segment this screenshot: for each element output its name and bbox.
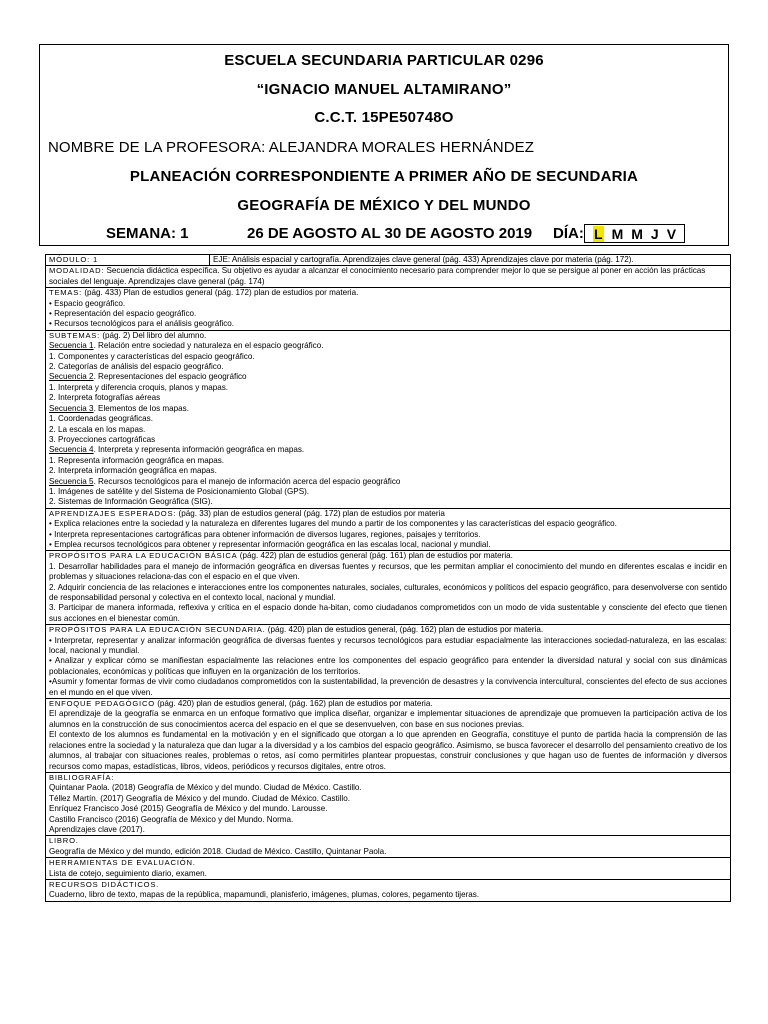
aprendizajes-intro: (pág. 33) plan de estudios general (pág. 172) plan de estudios por materia [176, 508, 445, 518]
secuencia-title: Secuencia 4 [49, 445, 94, 455]
list-item: 1. Interpreta y diferencia croquis, planos y mapas. [49, 382, 229, 392]
date-range: 26 DE AGOSTO AL 30 DE AGOSTO 2019 [247, 225, 533, 242]
temas-item: • Representación del espacio geográfico. [49, 309, 197, 319]
recursos-row [46, 880, 730, 901]
list-item: 2. Sistemas de Información Geográfica (SIG). [49, 497, 213, 507]
aprendizajes-label: APRENDIZAJES ESPERADOS: [49, 508, 177, 518]
list-item: Téllez Martín. (2017) Geografía de México y del mundo. Ciudad de México. Castillo. [49, 793, 350, 803]
secuencia-title: Secuencia 5 [49, 476, 94, 486]
secuencia-heading [49, 445, 727, 455]
secuencia-desc: . Recursos tecnológicos para el manejo de información acerca del espacio geográfico [93, 476, 401, 486]
list-item: 2. Interpreta fotografías aéreas [49, 393, 161, 403]
herramientas-text: Lista de cotejo, seguimiento diario, examen. [49, 868, 207, 878]
list-item: 2. Interpreta información geográfica en mapas. [49, 466, 217, 476]
list-item: Quintanar Paola. (2018) Geografía de México y del mundo. Ciudad de México. Castillo. [49, 783, 362, 793]
modulo-row [46, 255, 730, 266]
paragraph: El contexto de los alumnos es fundamental en la motivación y en el significado que otorgan a lo que aprenden en Geografía, constituye el punto de partida hacia la comprensión de las relaciones entre la sociedad y la naturaleza que dan lugar a la diversidad y a los cambios del espacio geográfico. Asimismo, se busca favorecer el desarrollo del pensamiento creativo de los alumnos, al trabajar con situaciones reales, problemas o retos, así como permitirles plantear propuestas, construir conclusiones y que hagan uso de fuentes de información y diversos recursos como mapas, estadísticas, libros, videos, periódicos y recursos digitales, entre otros. [49, 730, 727, 771]
list-item: • Interpretar, representar y analizar información geográfica de diversas fuentes y recursos tecnológicos para estudiar espacialmente las interacciones sociedad-naturaleza, en las escalas: local, nacional y mundial. [49, 635, 727, 656]
bibliografia-row [46, 773, 730, 836]
week-label: SEMANA: 1 [106, 225, 189, 242]
subtemas-label: SUBTEMAS: [49, 330, 101, 340]
list-item: • Explica relaciones entre la sociedad y la naturaleza en diferentes lugares del mundo a partir de los componentes y las características del espacio geográfico. [49, 519, 617, 529]
list-item: Aprendizajes clave (2017). [49, 824, 145, 834]
libro-text: Geografía de México y del mundo, edición 2018. Ciudad de México. Castillo, Quintanar Paola. [49, 846, 387, 856]
secuencia-desc: . Elementos de los mapas. [93, 403, 189, 413]
secundaria-row [46, 625, 730, 699]
secundaria-intro: (pág. 420) plan de estudios general, (pág. 162) plan de estudios por materia. [265, 625, 544, 635]
modulo-cell: MÓDULO: 1 [46, 255, 210, 265]
list-item: 3. Participar de manera informada, reflexiva y crítica en el espacio donde ha-bitan, como ciudadanos comprometidos con un modo de vida sustentable y consciente del efecto que tienen sus acciones en el bienestar común. [49, 603, 727, 623]
day-martes: M [611, 225, 624, 242]
bibliografia-label: BIBLIOGRAFÍA: [49, 772, 115, 782]
recursos-label: RECURSOS DIDÁCTICOS. [49, 879, 160, 889]
school-title: “IGNACIO MANUEL ALTAMIRANO” [256, 81, 512, 98]
secuencia-desc: . Representaciones del espacio geográfico [93, 372, 247, 382]
subtemas-row [46, 331, 730, 509]
modalidad-row [46, 266, 730, 288]
list-item: 2. La escala en los mapas. [49, 424, 146, 434]
header-box [39, 44, 729, 246]
list-item: 1. Desarrollar habilidades para el manejo de información geográfica en diversas fuentes y recursos, que les permitan ampliar el conocimiento del mundo en diferentes escalas e incidir en problemas y situaciones relaciona-das con el espacio en el que viven. [49, 561, 727, 582]
herramientas-label: HERRAMIENTAS DE EVALUACIÓN. [49, 858, 196, 868]
enfoque-row [46, 699, 730, 773]
herramientas-row [46, 858, 730, 880]
list-item: 2. Adquirir conciencia de las relaciones e interacciones entre los componentes naturales, sociales, culturales, económicos y políticos del espacio geográfico, para desenvolverse con sentido de responsabilidad personal y colectiva en el contexto local, nacional y mundial. [49, 582, 727, 602]
enfoque-intro: (pág. 420) plan de estudios general, (pág. 162) plan de estudios por materia. [154, 699, 433, 709]
list-item: • Interpreta representaciones cartográficas para obtener información de diversos lugares, regiones, paisajes y territorios. [49, 529, 481, 539]
list-item: 2. Categorías de análisis del espacio geográfico. [49, 362, 224, 372]
secuencia-heading [49, 477, 727, 487]
secundaria-label: PROPÓSITOS PARA LA EDUCACIÓN SECUNDARIA. [49, 625, 266, 635]
libro-label: LIBRO. [49, 836, 79, 846]
enfoque-label: ENFOQUE PEDAGÓGICO [49, 699, 155, 709]
secuencia-heading [49, 404, 727, 414]
list-item: 3. Proyecciones cartográficas [49, 434, 156, 444]
subtemas-intro: (pág. 2) Del libro del alumno. [100, 330, 207, 340]
day-lunes: L [594, 225, 603, 242]
basica-row [46, 551, 730, 625]
list-item: •Asumir y fomentar formas de vivir como ciudadanos comprometidos con la sustentabilidad, la prevención de desastres y la convivencia intercultural, conscientes del efecto de sus acciones en el mundo en el que viven. [49, 677, 727, 697]
planning-table [45, 254, 731, 902]
day-viernes: V [666, 225, 677, 242]
day-label: DÍA: [553, 225, 584, 242]
aprendizajes-row [46, 509, 730, 552]
temas-item: • Recursos tecnológicos para el análisis geográfico. [49, 319, 235, 329]
list-item: Castillo Francisco (2016) Geografía de México y del Mundo. Norma. [49, 814, 294, 824]
list-item: 1. Componentes y características del espacio geográfico. [49, 351, 255, 361]
day-jueves: J [650, 225, 659, 242]
list-item: • Emplea recursos tecnológicos para obtener y representar información geográfica en las escalas local, nacional y mundial. [49, 539, 491, 549]
list-item: • Analizar y explicar cómo se manifiestan espacialmente las relaciones entre los componentes del espacio geográfico para entender la diversidad natural y social con sus dinámicas poblacionales, económicas y políticas que influyen en la organización de los territorios. [49, 656, 727, 676]
modalidad-label: MODALIDAD: [49, 266, 105, 276]
secuencia-heading [49, 341, 727, 351]
list-item: Enríquez Francisco José (2015) Geografía de México y del mundo. Larousse. [49, 804, 328, 814]
secuencia-desc: . Interpreta y representa información geográfica en mapas. [93, 445, 305, 455]
day-selector [584, 224, 685, 243]
day-miercoles: M [631, 225, 643, 242]
planning-title: PLANEACIÓN CORRESPONDIENTE A PRIMER AÑO DE SECUNDARIA [129, 168, 639, 185]
school-cct: C.C.T. 15PE50748O [314, 109, 454, 126]
temas-item: • Espacio geográfico. [49, 298, 126, 308]
paragraph: El aprendizaje de la geografía se enmarca en un enfoque formativo que implica diseñar, organizar e implementar situaciones de aprendizaje que promueven la participación activa de los alumnos en la construcción de sus conocimientos acerca del espacio en el que se desenvuelven, con base en sus nociones previas. [49, 709, 727, 729]
teacher-name: NOMBRE DE LA PROFESORA: ALEJANDRA MORALES HERNÁNDEZ [48, 139, 535, 156]
libro-row [46, 836, 730, 858]
recursos-text: Cuaderno, libro de texto, mapas de la república, mapamundi, planisferio, imágenes, plumas, colores, pegamento tijeras. [49, 890, 480, 900]
basica-intro: (pág. 422) plan de estudios general (pág. 161) plan de estudios por materia. [237, 551, 513, 561]
eje-cell: EJE: Análisis espacial y cartografía. Aprendizajes clave general (pág. 433) Aprendizajes clave por materia (pág. 172). [213, 255, 634, 264]
list-item: 1. Coordenadas geográficas. [49, 414, 153, 424]
modalidad-text: Secuencia didáctica específica. Su objetivo es ayudar a alcanzar el conocimiento necesario para comprender mejor lo que se persigue al poner en acción las prácticas sociales del lenguaje. Aprendizajes clave general (pág. 174) [49, 266, 706, 286]
list-item: 1. Representa información geográfica en mapas. [49, 455, 225, 465]
secuencia-desc: . Relación entre sociedad y naturaleza en el espacio geográfico. [93, 341, 324, 351]
temas-intro: (pág. 433) Plan de estudios general (pág. 172) plan de estudios por materia. [82, 288, 359, 298]
secuencia-title: Secuencia 2 [49, 372, 94, 382]
secuencia-title: Secuencia 1 [49, 341, 94, 351]
secuencia-heading [49, 372, 727, 382]
week-row [40, 224, 728, 246]
temas-label: TEMAS: [49, 288, 83, 298]
subject-title: GEOGRAFÍA DE MÉXICO Y DEL MUNDO [237, 197, 531, 214]
school-name: ESCUELA SECUNDARIA PARTICULAR 0296 [224, 52, 544, 69]
temas-row [46, 288, 730, 331]
secuencia-title: Secuencia 3 [49, 403, 94, 413]
basica-label: PROPÓSITOS PARA LA EDUCACIÓN BÁSICA [49, 551, 238, 561]
list-item: 1. Imágenes de satélite y del Sistema de Posicionamiento Global (GPS). [49, 486, 310, 496]
